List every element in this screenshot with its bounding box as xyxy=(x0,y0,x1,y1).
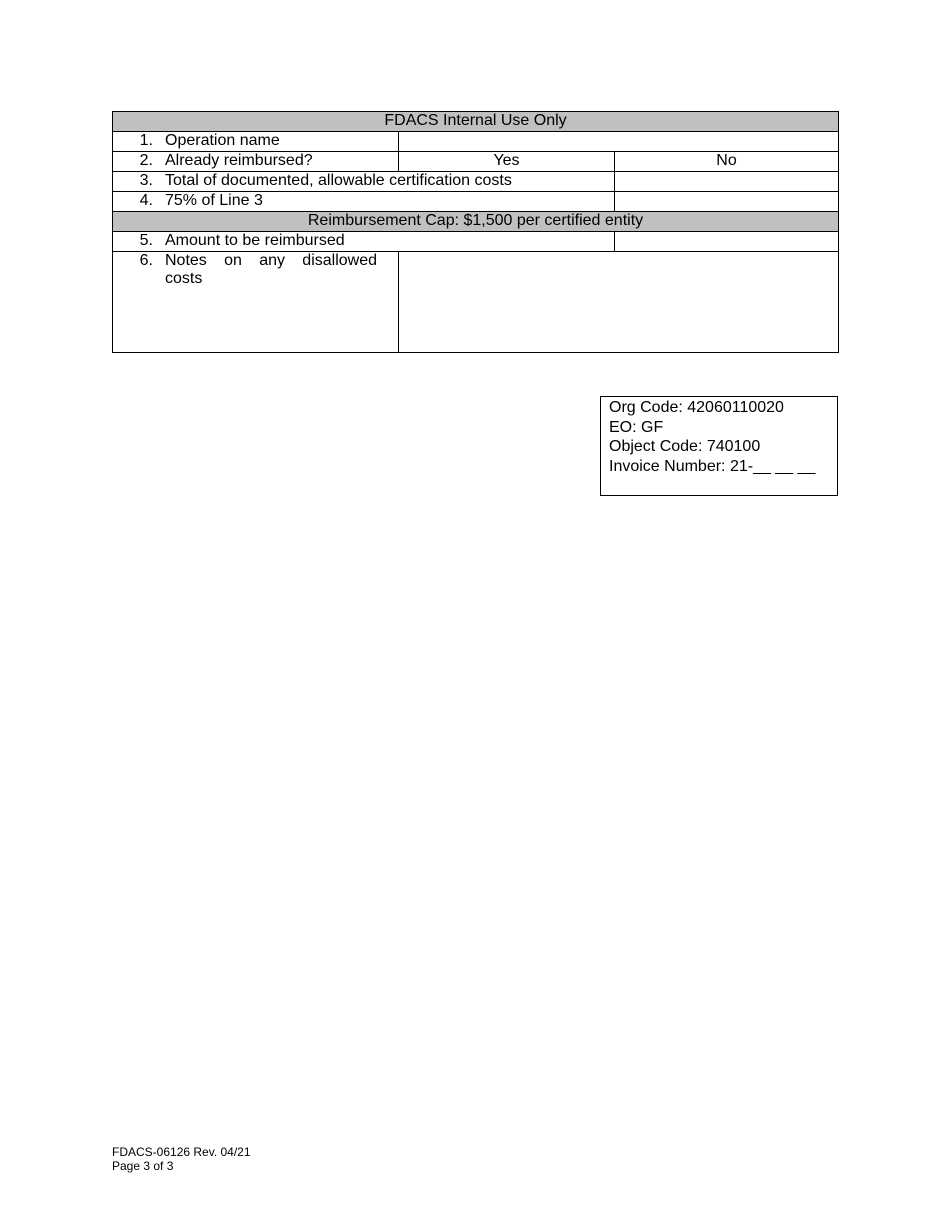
reimbursement-cap-banner: Reimbursement Cap: $1,500 per certified entity xyxy=(113,212,839,232)
row-label-cell xyxy=(113,192,615,212)
table-header-row xyxy=(113,112,839,132)
table-row xyxy=(113,152,839,172)
internal-use-table xyxy=(112,111,839,353)
row-label-cell xyxy=(113,232,615,252)
no-option[interactable]: No xyxy=(615,152,839,172)
form-id: FDACS-06126 Rev. 04/21 xyxy=(112,1145,251,1159)
page-footer xyxy=(112,1145,251,1173)
row-label-cell xyxy=(113,152,399,172)
eo-code: EO: GF xyxy=(609,418,664,436)
row-label-cell xyxy=(113,132,399,152)
table-header: FDACS Internal Use Only xyxy=(113,112,839,132)
table-row xyxy=(113,252,839,353)
row-label: Amount to be reimbursed xyxy=(165,232,345,249)
row-label: Already reimbursed? xyxy=(165,152,313,169)
object-code: Object Code: 740100 xyxy=(609,438,761,455)
invoice-number: Invoice Number: 21-__ __ __ xyxy=(609,457,816,475)
disallowed-costs-notes-field[interactable] xyxy=(399,252,839,353)
row-label-cell xyxy=(113,172,615,192)
row-label: 75% of Line 3 xyxy=(165,192,263,209)
row-label-cell xyxy=(113,252,399,353)
yes-option[interactable]: Yes xyxy=(399,152,615,172)
table-row xyxy=(113,232,839,252)
table-row xyxy=(113,192,839,212)
seventy-five-percent-field[interactable] xyxy=(615,192,839,212)
row-number: 3. xyxy=(139,172,153,189)
row-number: 1. xyxy=(139,132,153,149)
amount-reimbursed-field[interactable] xyxy=(615,232,839,252)
operation-name-field[interactable] xyxy=(399,132,839,152)
accounting-codes-box xyxy=(600,396,838,496)
row-number: 4. xyxy=(139,192,153,209)
row-number: 6. xyxy=(139,252,153,269)
row-label: Total of documented, allowable certification costs xyxy=(165,172,512,189)
page-number: Page 3 of 3 xyxy=(112,1159,174,1173)
org-code: Org Code: 42060110020 xyxy=(609,399,784,416)
cap-banner-row xyxy=(113,212,839,232)
table-row xyxy=(113,172,839,192)
table-row xyxy=(113,132,839,152)
row-number: 2. xyxy=(139,152,153,169)
row-label: Notes on any disallowed costs xyxy=(165,252,377,287)
row-number: 5. xyxy=(139,232,153,249)
row-label: Operation name xyxy=(165,132,280,149)
total-costs-field[interactable] xyxy=(615,172,839,192)
